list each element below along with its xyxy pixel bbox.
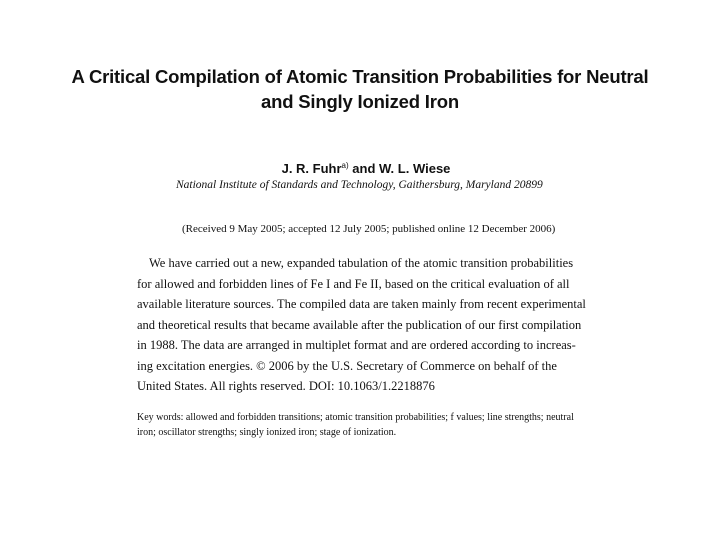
abstract-line: for allowed and forbidden lines of Fe I and Fe II, based on the critical evaluation of all bbox=[137, 276, 570, 291]
authors bbox=[176, 157, 556, 178]
keywords-line: Key words: allowed and forbidden transitions; atomic transition probabilities; f values; line strengths; neutral bbox=[137, 412, 574, 423]
keywords-line: iron; oscillator strengths; singly ionized iron; stage of ionization. bbox=[137, 427, 397, 438]
abstract-line: in 1988. The data are arranged in multiplet format and are ordered according to increas- bbox=[137, 338, 576, 352]
title-line-2: and Singly Ionized Iron bbox=[261, 91, 459, 112]
author-2: and W. L. Wiese bbox=[348, 161, 451, 176]
abstract-line: We have carried out a new, expanded tabulation of the atomic transition probabilities bbox=[149, 256, 574, 270]
author-footnote-mark: a) bbox=[341, 161, 349, 170]
paper-title bbox=[70, 64, 650, 114]
abstract bbox=[137, 253, 586, 397]
received-dates: (Received 9 May 2005; accepted 12 July 2005; published online 12 December 2006) bbox=[182, 223, 556, 235]
keywords bbox=[137, 410, 574, 440]
abstract-line: available literature sources. The compiled data are taken mainly from recent experimental bbox=[137, 297, 586, 311]
title-line-1: A Critical Compilation of Atomic Transition Probabilities for Neutral bbox=[71, 66, 649, 87]
author-1: J. R. Fuhr bbox=[281, 161, 342, 176]
abstract-line: ing excitation energies. © 2006 by the U.S. Secretary of Commerce on behalf of the bbox=[137, 358, 557, 373]
abstract-line: and theoretical results that became available after the publication of our first compilation bbox=[137, 317, 582, 332]
abstract-line: United States. All rights reserved. DOI: 10.1063/1.2218876 bbox=[137, 379, 435, 393]
affiliation: National Institute of Standards and Technology, Gaithersburg, Maryland 20899 bbox=[176, 179, 543, 191]
